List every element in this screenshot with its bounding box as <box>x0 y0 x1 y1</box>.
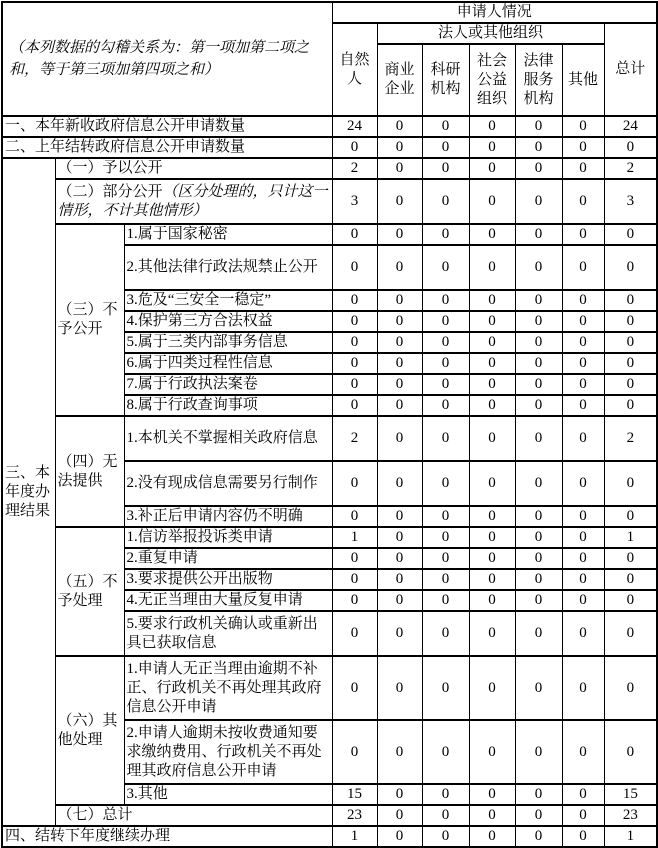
label-mass-repeat: 4.无正当理由大量反复申请 <box>124 590 332 611</box>
value-cell: 0 <box>604 548 657 569</box>
table-header <box>2 2 657 116</box>
value-cell: 0 <box>332 332 377 353</box>
value-cell: 0 <box>604 245 657 290</box>
value-cell: 0 <box>604 506 657 527</box>
value-cell: 0 <box>562 353 604 374</box>
value-cell: 0 <box>469 332 515 353</box>
value-cell: 0 <box>377 179 422 224</box>
value-cell: 0 <box>377 590 422 611</box>
value-cell: 0 <box>562 569 604 590</box>
value-cell: 0 <box>422 461 469 506</box>
header-col-total: 总计 <box>604 23 657 116</box>
value-cell: 0 <box>422 290 469 311</box>
value-cell: 1 <box>604 826 657 847</box>
value-cell: 0 <box>515 569 562 590</box>
value-cell: 0 <box>562 611 604 656</box>
value-cell: 0 <box>377 116 422 137</box>
value-cell: 0 <box>422 784 469 805</box>
label-year-results-group: 三、本年度办理结果 <box>2 158 55 826</box>
value-cell: 0 <box>515 116 562 137</box>
value-cell: 0 <box>377 158 422 179</box>
value-cell: 0 <box>562 332 604 353</box>
value-cell: 0 <box>377 506 422 527</box>
label-denied-group: （三）不予公开 <box>55 224 124 416</box>
header-col-social-welfare: 社会公益组织 <box>469 44 515 116</box>
value-cell: 0 <box>562 311 604 332</box>
value-cell: 0 <box>332 569 377 590</box>
value-cell: 0 <box>469 826 515 847</box>
value-cell: 0 <box>377 527 422 548</box>
value-cell: 0 <box>469 784 515 805</box>
row-partially-granted <box>2 179 657 224</box>
value-cell: 0 <box>469 569 515 590</box>
label-other-other: 3.其他 <box>124 784 332 805</box>
value-cell: 0 <box>332 137 377 158</box>
value-cell: 0 <box>332 311 377 332</box>
value-cell: 0 <box>332 245 377 290</box>
value-cell: 0 <box>604 720 657 784</box>
value-cell: 0 <box>422 374 469 395</box>
value-cell: 0 <box>562 179 604 224</box>
value-cell: 0 <box>422 179 469 224</box>
value-cell: 1 <box>332 527 377 548</box>
value-cell: 0 <box>562 290 604 311</box>
value-cell: 0 <box>469 158 515 179</box>
value-cell: 0 <box>469 290 515 311</box>
value-cell: 0 <box>562 506 604 527</box>
table-body <box>2 116 657 847</box>
value-cell: 0 <box>377 353 422 374</box>
label-confirm-reissue: 5.要求行政机关确认或重新出具已获取信息 <box>124 611 332 656</box>
value-cell: 0 <box>377 720 422 784</box>
value-cell: 0 <box>332 611 377 656</box>
value-cell: 0 <box>422 590 469 611</box>
value-cell: 0 <box>604 611 657 656</box>
label-publications: 3.要求提供公开出版物 <box>124 569 332 590</box>
value-cell: 0 <box>332 548 377 569</box>
value-cell: 0 <box>422 548 469 569</box>
value-cell: 2 <box>604 158 657 179</box>
value-cell: 0 <box>515 461 562 506</box>
value-cell: 0 <box>515 784 562 805</box>
value-cell: 24 <box>604 116 657 137</box>
value-cell: 0 <box>377 805 422 826</box>
reconciliation-note: （本列数据的勾稽关系为：第一项加第二项之和，等于第三项加第四项之和） <box>2 2 332 116</box>
value-cell: 0 <box>562 158 604 179</box>
value-cell: 0 <box>515 548 562 569</box>
value-cell: 15 <box>332 784 377 805</box>
value-cell: 0 <box>469 179 515 224</box>
value-cell: 23 <box>604 805 657 826</box>
label-three-safety: 3.危及“三安全一稳定” <box>124 290 332 311</box>
report-page <box>0 1 657 844</box>
value-cell: 0 <box>377 416 422 461</box>
value-cell: 0 <box>332 353 377 374</box>
value-cell: 0 <box>469 245 515 290</box>
value-cell: 0 <box>377 224 422 245</box>
value-cell: 0 <box>562 374 604 395</box>
value-cell: 0 <box>422 656 469 720</box>
value-cell: 23 <box>332 805 377 826</box>
value-cell: 0 <box>562 137 604 158</box>
value-cell: 0 <box>515 590 562 611</box>
label-process-info: 6.属于四类过程性信息 <box>124 353 332 374</box>
value-cell: 0 <box>422 332 469 353</box>
value-cell: 0 <box>422 720 469 784</box>
label-law-forbidden: 2.其他法律行政法规禁止公开 <box>124 245 332 290</box>
label-still-unclear: 3.补正后申请内容仍不明确 <box>124 506 332 527</box>
row-carry-to-next-year <box>2 826 657 847</box>
row-granted <box>2 158 657 179</box>
value-cell: 0 <box>515 137 562 158</box>
value-cell: 0 <box>562 548 604 569</box>
value-cell: 0 <box>562 116 604 137</box>
value-cell: 0 <box>377 332 422 353</box>
header-col-other: 其他 <box>562 44 604 116</box>
value-cell: 0 <box>332 224 377 245</box>
value-cell: 0 <box>332 461 377 506</box>
value-cell: 0 <box>604 332 657 353</box>
value-cell: 0 <box>469 590 515 611</box>
label-carry-to-next-year: 四、结转下年度继续办理 <box>2 826 332 847</box>
value-cell: 0 <box>377 374 422 395</box>
value-cell: 0 <box>469 137 515 158</box>
value-cell: 0 <box>377 395 422 416</box>
label-subtotal: （七）总计 <box>55 805 332 826</box>
label-petition: 1.信访举报投诉类申请 <box>124 527 332 548</box>
label-overdue-correction: 1.申请人无正当理由逾期不补正、行政机关不再处理其政府信息公开申请 <box>124 656 332 720</box>
value-cell: 0 <box>469 353 515 374</box>
value-cell: 0 <box>562 461 604 506</box>
label-new-requests: 一、本年新收政府信息公开申请数量 <box>2 116 332 137</box>
value-cell: 0 <box>332 290 377 311</box>
value-cell: 0 <box>469 311 515 332</box>
value-cell: 0 <box>469 116 515 137</box>
value-cell: 0 <box>332 590 377 611</box>
value-cell: 0 <box>515 158 562 179</box>
value-cell: 0 <box>515 506 562 527</box>
value-cell: 0 <box>515 311 562 332</box>
disclosure-requests-table <box>1 1 658 848</box>
value-cell: 0 <box>515 527 562 548</box>
value-cell: 0 <box>422 158 469 179</box>
value-cell: 0 <box>604 395 657 416</box>
value-cell: 0 <box>422 506 469 527</box>
value-cell: 0 <box>469 656 515 720</box>
value-cell: 0 <box>422 116 469 137</box>
value-cell: 0 <box>562 656 604 720</box>
value-cell: 0 <box>422 611 469 656</box>
value-cell: 0 <box>332 656 377 720</box>
value-cell: 24 <box>332 116 377 137</box>
value-cell: 0 <box>377 137 422 158</box>
value-cell: 0 <box>332 395 377 416</box>
value-cell: 0 <box>469 461 515 506</box>
row-label-note: （区分处理的，只计这一情形，不计其他情形） <box>57 183 328 219</box>
label-partially-granted: （二）部分公开（区分处理的，只计这一情形，不计其他情形） <box>55 179 332 224</box>
label-duplicate: 2.重复申请 <box>124 548 332 569</box>
header-row-1 <box>2 2 657 23</box>
value-cell: 0 <box>604 656 657 720</box>
row-carried-from-prev-year <box>2 137 657 158</box>
value-cell: 2 <box>332 416 377 461</box>
value-cell: 0 <box>422 416 469 461</box>
value-cell: 0 <box>604 374 657 395</box>
value-cell: 0 <box>515 656 562 720</box>
value-cell: 0 <box>562 245 604 290</box>
value-cell: 0 <box>515 179 562 224</box>
value-cell: 0 <box>562 416 604 461</box>
value-cell: 0 <box>515 332 562 353</box>
label-internal-affairs: 5.属于三类内部事务信息 <box>124 332 332 353</box>
value-cell: 0 <box>515 826 562 847</box>
value-cell: 0 <box>469 506 515 527</box>
header-applicant-group: 申请人情况 <box>332 2 657 23</box>
row-unable-not-held <box>2 416 657 461</box>
value-cell: 0 <box>422 353 469 374</box>
label-overdue-payment: 2.申请人逾期未按收费通知要求缴纳费用、行政机关不再处理其政府信息公开申请 <box>124 720 332 784</box>
label-unable-group: （四）无法提供 <box>55 416 124 527</box>
value-cell: 0 <box>515 290 562 311</box>
value-cell: 0 <box>469 416 515 461</box>
value-cell: 0 <box>562 805 604 826</box>
value-cell: 2 <box>604 416 657 461</box>
value-cell: 0 <box>604 137 657 158</box>
value-cell: 0 <box>377 611 422 656</box>
label-other-group: （六）其他处理 <box>55 656 124 805</box>
value-cell: 0 <box>604 461 657 506</box>
row-new-requests <box>2 116 657 137</box>
value-cell: 0 <box>562 395 604 416</box>
value-cell: 0 <box>422 826 469 847</box>
value-cell: 0 <box>604 290 657 311</box>
row-other-overdue-correction <box>2 656 657 720</box>
value-cell: 1 <box>332 826 377 847</box>
value-cell: 0 <box>377 656 422 720</box>
label-admin-inquiry: 8.属于行政查询事项 <box>124 395 332 416</box>
value-cell: 0 <box>562 590 604 611</box>
value-cell: 0 <box>377 311 422 332</box>
value-cell: 3 <box>332 179 377 224</box>
label-state-secret: 1.属于国家秘密 <box>124 224 332 245</box>
label-third-party: 4.保护第三方合法权益 <box>124 311 332 332</box>
label-nohandle-group: （五）不予处理 <box>55 527 124 656</box>
value-cell: 1 <box>604 527 657 548</box>
value-cell: 0 <box>562 720 604 784</box>
value-cell: 0 <box>377 826 422 847</box>
value-cell: 0 <box>604 569 657 590</box>
value-cell: 0 <box>515 395 562 416</box>
row-denied-state-secret <box>2 224 657 245</box>
header-col-commercial: 商业企业 <box>377 44 422 116</box>
value-cell: 0 <box>422 395 469 416</box>
value-cell: 0 <box>469 548 515 569</box>
value-cell: 0 <box>422 224 469 245</box>
value-cell: 0 <box>562 826 604 847</box>
row-nohandle-petition <box>2 527 657 548</box>
value-cell: 0 <box>469 611 515 656</box>
value-cell: 0 <box>515 374 562 395</box>
value-cell: 0 <box>422 311 469 332</box>
value-cell: 0 <box>377 245 422 290</box>
header-col-natural-person: 自然人 <box>332 23 377 116</box>
value-cell: 0 <box>422 805 469 826</box>
value-cell: 0 <box>377 461 422 506</box>
value-cell: 0 <box>562 784 604 805</box>
value-cell: 0 <box>604 590 657 611</box>
value-cell: 0 <box>515 245 562 290</box>
value-cell: 0 <box>377 548 422 569</box>
value-cell: 0 <box>469 395 515 416</box>
label-enforcement-files: 7.属于行政执法案卷 <box>124 374 332 395</box>
value-cell: 0 <box>377 290 422 311</box>
value-cell: 0 <box>515 416 562 461</box>
value-cell: 0 <box>377 784 422 805</box>
value-cell: 0 <box>332 374 377 395</box>
header-col-legal-service: 法律服务机构 <box>515 44 562 116</box>
value-cell: 0 <box>422 569 469 590</box>
value-cell: 15 <box>604 784 657 805</box>
value-cell: 0 <box>562 224 604 245</box>
value-cell: 0 <box>422 137 469 158</box>
header-col-research: 科研机构 <box>422 44 469 116</box>
value-cell: 0 <box>332 720 377 784</box>
label-not-held: 1.本机关不掌握相关政府信息 <box>124 416 332 461</box>
value-cell: 0 <box>422 245 469 290</box>
value-cell: 0 <box>469 527 515 548</box>
value-cell: 0 <box>377 569 422 590</box>
value-cell: 0 <box>515 611 562 656</box>
label-need-creation: 2.没有现成信息需要另行制作 <box>124 461 332 506</box>
value-cell: 0 <box>604 311 657 332</box>
row-subtotal <box>2 805 657 826</box>
value-cell: 0 <box>469 374 515 395</box>
value-cell: 0 <box>422 527 469 548</box>
label-granted: （一）予以公开 <box>55 158 332 179</box>
value-cell: 0 <box>469 805 515 826</box>
value-cell: 0 <box>332 506 377 527</box>
value-cell: 2 <box>332 158 377 179</box>
value-cell: 0 <box>469 224 515 245</box>
value-cell: 0 <box>604 353 657 374</box>
value-cell: 0 <box>515 805 562 826</box>
value-cell: 0 <box>515 353 562 374</box>
header-legal-org-group: 法人或其他组织 <box>377 23 604 44</box>
value-cell: 0 <box>469 720 515 784</box>
value-cell: 3 <box>604 179 657 224</box>
value-cell: 0 <box>515 224 562 245</box>
value-cell: 0 <box>604 224 657 245</box>
value-cell: 0 <box>515 720 562 784</box>
value-cell: 0 <box>562 527 604 548</box>
label-carried-from-prev-year: 二、上年结转政府信息公开申请数量 <box>2 137 332 158</box>
